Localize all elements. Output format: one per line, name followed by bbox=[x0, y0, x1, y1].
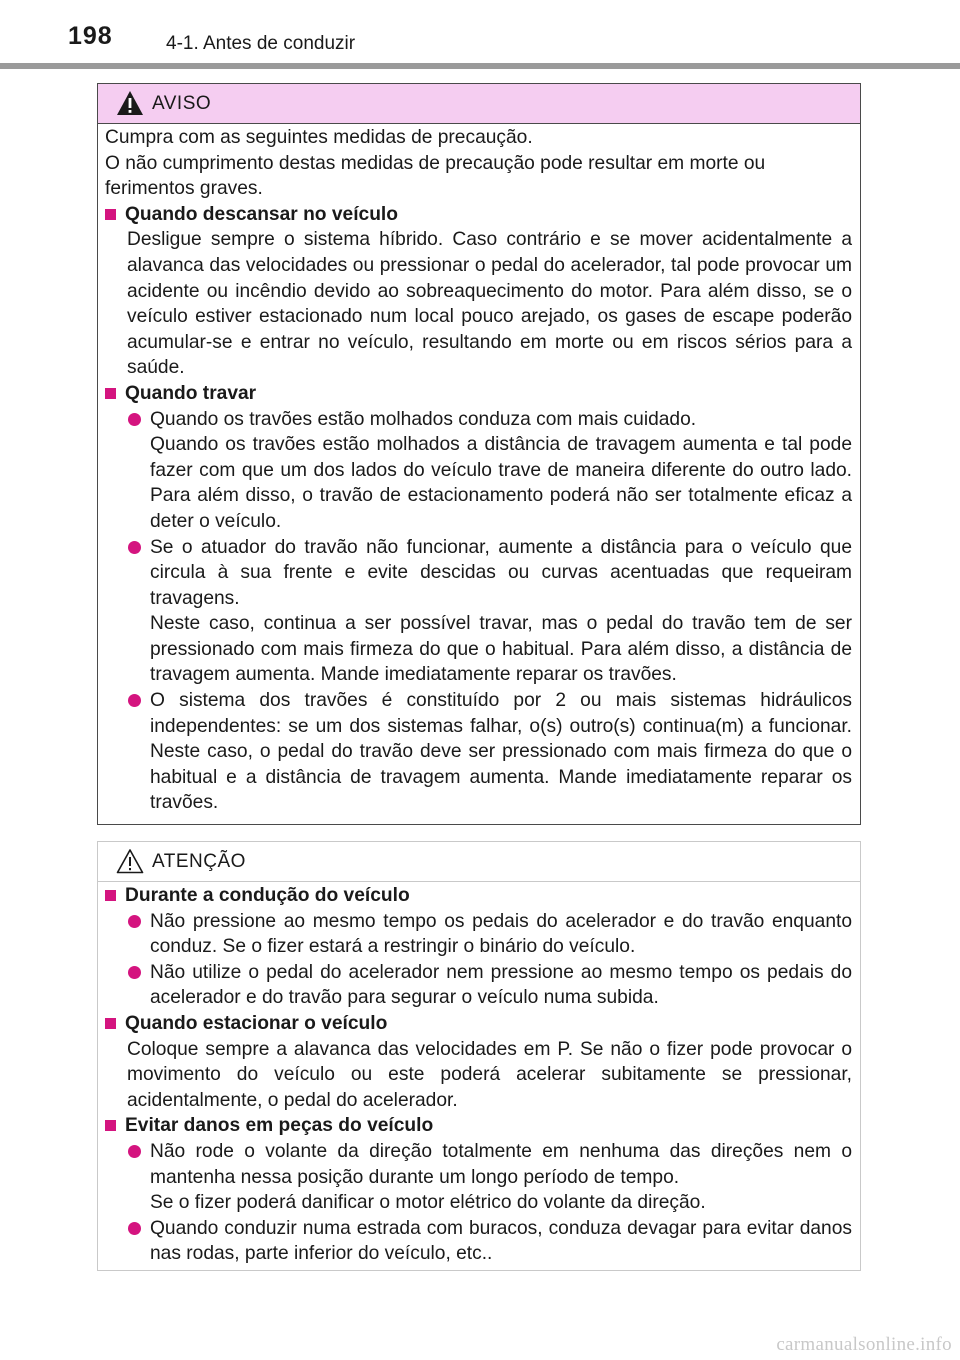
square-bullet-icon bbox=[105, 890, 116, 901]
section-text: Desligue sempre o sistema híbrido. Caso contrário e se mover acidentalmente a alavanca das velocidades ou pressionar o pedal do acelerador, tal pode provocar um acidente ou incêndio devido ao sobreaquecimento do motor. Para além disso, se o veículo estiver estacionado num local pouco arejado, os gases de escape poderão acumular-se e entrar no veículo, resultando em morte ou em riscos sérios para a saúde. bbox=[127, 229, 852, 379]
caution-header bbox=[98, 842, 860, 882]
section-heading: Evitar danos em peças do veículo bbox=[105, 1113, 852, 1139]
section-text: Coloque sempre a alavanca das velocidades em P. Se não o fizer pode provocar o movimento do veículo ou este poderá acelerar subitamente se pressionar, acidentalmente, o pedal do acelerador. bbox=[127, 1038, 852, 1111]
round-bullet-icon bbox=[128, 413, 141, 426]
bullet-item: O sistema dos travões é constituído por 2 ou mais sistemas hidráulicos independentes: se um dos sistemas falhar, o(s) outro(s) continua(m) a funcionar. Neste caso, o pedal do travão deve ser pressionado com mais firmeza do que o habitual e a distância de travagem aumenta. Mande imediatamente reparar os travões. bbox=[105, 688, 852, 816]
section-heading: Quando descansar no veículo bbox=[105, 202, 852, 228]
bullet-item: Quando conduzir numa estrada com buracos, conduza devagar para evitar danos nas rodas, parte inferior do veículo, etc.. bbox=[105, 1216, 852, 1267]
caution-label: ATENÇÃO bbox=[152, 851, 246, 872]
round-bullet-icon bbox=[128, 1145, 141, 1158]
bullet-item: Não rode o volante da direção totalmente em nenhuma das direções nem o mantenha nessa posição durante um longo período de tempo. bbox=[105, 1139, 852, 1190]
round-bullet-icon bbox=[128, 541, 141, 554]
watermark: carmanualsonline.info bbox=[776, 1334, 952, 1355]
bullet-item-continued: Neste caso, continua a ser possível travar, mas o pedal do travão tem de ser pressionado com mais firmeza do que o habitual. Para além disso, a distância de travagem aumenta. Mande imediatamente reparar os travões. bbox=[150, 613, 852, 686]
bullet-item-continued: Se o fizer poderá danificar o motor elétrico do volante da direção. bbox=[150, 1192, 706, 1214]
bullet-item-continued: Quando os travões estão molhados a distância de travagem aumenta e tal pode fazer com que um dos lados do veículo trave de maneira diferente do outro lado. Para além disso, o travão de estacionamento poderá não ser totalmente eficaz a deter o veículo. bbox=[150, 434, 852, 532]
section-heading: Durante a condução do veículo bbox=[105, 883, 852, 909]
warning-content bbox=[98, 124, 860, 816]
page-header bbox=[0, 0, 960, 70]
caution-box bbox=[97, 841, 861, 1271]
bullet-item: Se o atuador do travão não funcionar, aumente a distância para o veículo que circula à sua frente e evite descidas ou curvas acentuadas que requeiram travagens. bbox=[105, 535, 852, 612]
warning-label: AVISO bbox=[152, 93, 212, 114]
warning-intro: Cumpra com as seguintes medidas de precaução. bbox=[105, 127, 533, 148]
caution-triangle-icon bbox=[116, 848, 144, 874]
header-rule bbox=[0, 63, 960, 69]
round-bullet-icon bbox=[128, 1222, 141, 1235]
square-bullet-icon bbox=[105, 1018, 116, 1029]
caution-content bbox=[98, 882, 860, 1267]
round-bullet-icon bbox=[128, 915, 141, 928]
warning-box bbox=[97, 83, 861, 825]
warning-triangle-icon bbox=[116, 90, 144, 116]
round-bullet-icon bbox=[128, 694, 141, 707]
bullet-item: Não pressione ao mesmo tempo os pedais do acelerador e do travão enquanto conduz. Se o fizer estará a restringir o binário do veículo. bbox=[105, 909, 852, 960]
square-bullet-icon bbox=[105, 1120, 116, 1131]
bullet-item: Quando os travões estão molhados conduza com mais cuidado. bbox=[105, 407, 852, 433]
square-bullet-icon bbox=[105, 388, 116, 399]
bullet-item: Não utilize o pedal do acelerador nem pressione ao mesmo tempo os pedais do acelerador e do travão para segurar o veículo numa subida. bbox=[105, 960, 852, 1011]
square-bullet-icon bbox=[105, 209, 116, 220]
round-bullet-icon bbox=[128, 966, 141, 979]
section-heading: Quando travar bbox=[105, 381, 852, 407]
page-number: 198 bbox=[68, 22, 113, 50]
warning-intro: O não cumprimento destas medidas de precaução pode resultar em morte ou ferimentos graves. bbox=[105, 152, 766, 200]
section-title: 4-1. Antes de conduzir bbox=[166, 33, 356, 54]
section-heading: Quando estacionar o veículo bbox=[105, 1011, 852, 1037]
warning-header bbox=[98, 84, 860, 124]
